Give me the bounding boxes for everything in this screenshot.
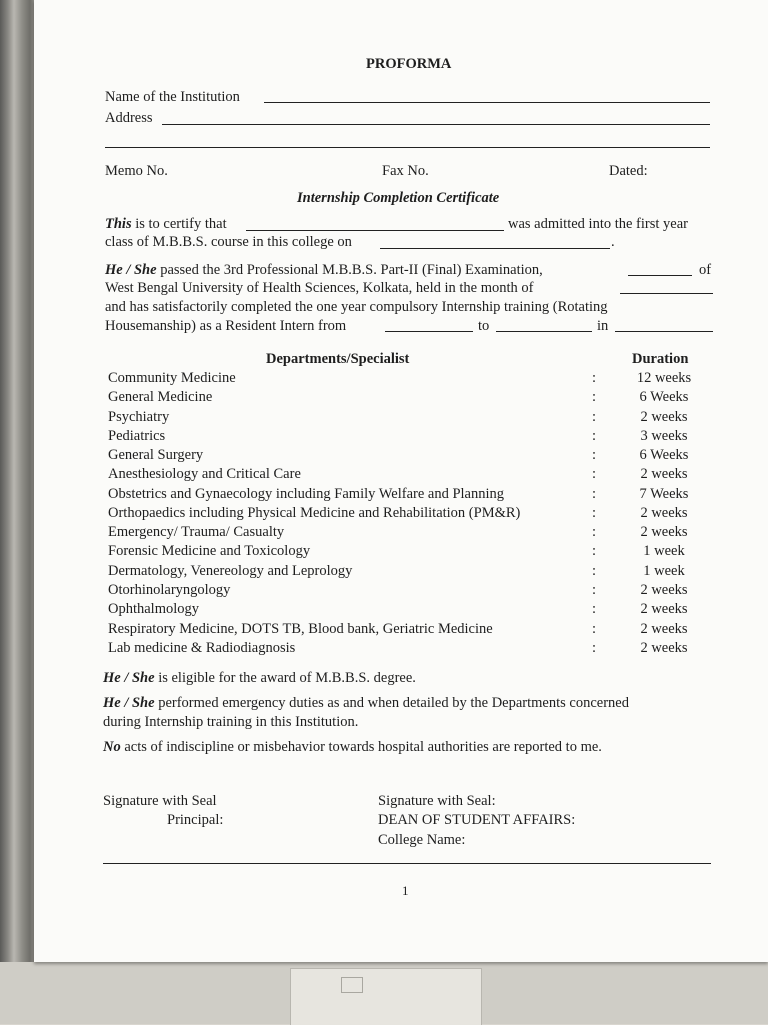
address-blank-2 xyxy=(105,147,710,148)
table-row-duration: 7 Weeks xyxy=(639,486,689,502)
signature-right-label: Signature with Seal: xyxy=(378,793,496,809)
page-title: PROFORMA xyxy=(366,56,452,72)
table-row-duration: 1 week xyxy=(643,563,685,579)
table-row-dept: Respiratory Medicine, DOTS TB, Blood bank, Geriatric Medicine xyxy=(108,621,493,637)
exam-year-blank xyxy=(628,275,692,276)
footer-rule xyxy=(103,863,711,864)
table-row-separator: : xyxy=(592,640,597,656)
table-row-separator: : xyxy=(592,389,597,405)
principal-label: Principal: xyxy=(167,812,224,828)
table-row-separator: : xyxy=(592,466,597,482)
institution-blank xyxy=(264,102,710,103)
table-row-duration: 2 weeks xyxy=(640,505,688,521)
table-row-dept: Orthopaedics including Physical Medicine and Rehabilitation (PM&R) xyxy=(108,505,521,521)
table-row-dept: Community Medicine xyxy=(108,370,236,386)
statement-eligibility xyxy=(103,669,416,687)
statement-emergency xyxy=(103,694,629,712)
page-number: 1 xyxy=(402,883,409,898)
statement-emergency-lead: He / She xyxy=(103,695,155,711)
para2-to: to xyxy=(478,318,490,334)
table-row-separator: : xyxy=(592,447,597,463)
intern-from-blank xyxy=(385,331,473,332)
table-row-duration: 2 weeks xyxy=(640,621,688,637)
table-row-dept: Ophthalmology xyxy=(108,601,200,617)
para2-text1: passed the 3rd Professional M.B.B.S. Part-II (Final) Examination, xyxy=(160,262,543,278)
table-row-separator: : xyxy=(592,621,597,637)
statement-emergency-text: performed emergency duties as and when detailed by the Departments concerned xyxy=(158,695,629,711)
table-row-separator: : xyxy=(592,543,597,559)
table-row-dept: Emergency/ Trauma/ Casualty xyxy=(108,524,285,540)
table-row-duration: 2 weeks xyxy=(640,466,688,482)
table-row-separator: : xyxy=(592,524,597,540)
table-row-dept: Otorhinolaryngology xyxy=(108,582,231,598)
statement-conduct xyxy=(103,738,602,756)
table-row-separator: : xyxy=(592,505,597,521)
para2-line1 xyxy=(105,261,543,279)
table-row-duration: 2 weeks xyxy=(640,582,688,598)
table-row-separator: : xyxy=(592,563,597,579)
para1-lead: This xyxy=(105,216,132,232)
para2-line4a: Housemanship) as a Resident Intern from xyxy=(105,318,347,334)
para2-of: of xyxy=(699,262,712,278)
memo-label: Memo No. xyxy=(105,163,168,179)
para2-lead: He / She xyxy=(105,262,157,278)
exam-month-blank xyxy=(620,293,713,294)
table-row-dept: Psychiatry xyxy=(108,409,170,425)
admission-date-blank xyxy=(380,248,610,249)
intern-to-blank xyxy=(496,331,592,332)
para2-in: in xyxy=(597,318,609,334)
table-row-duration: 6 Weeks xyxy=(639,389,689,405)
table-row-separator: : xyxy=(592,428,597,444)
para1-text1: is to certify that xyxy=(135,216,227,232)
table-row-dept: Lab medicine & Radiodiagnosis xyxy=(108,640,296,656)
table-header-duration: Duration xyxy=(632,351,689,367)
table-row-duration: 2 weeks xyxy=(640,640,688,656)
table-row-dept: Obstetrics and Gynaecology including Family Welfare and Planning xyxy=(108,486,505,502)
table-row-separator: : xyxy=(592,409,597,425)
dated-label: Dated: xyxy=(609,163,648,179)
table-row-separator: : xyxy=(592,582,597,598)
table-row-dept: General Medicine xyxy=(108,389,213,405)
table-row-duration: 12 weeks xyxy=(636,370,692,386)
table-row-separator: : xyxy=(592,601,597,617)
table-row-duration: 2 weeks xyxy=(640,409,688,425)
statement-eligibility-lead: He / She xyxy=(103,670,155,686)
college-name-label: College Name: xyxy=(378,832,466,848)
table-row-dept: Pediatrics xyxy=(108,428,166,444)
table-row-duration: 2 weeks xyxy=(640,524,688,540)
table-row-duration: 6 Weeks xyxy=(639,447,689,463)
statement-emergency-line2: during Internship training in this Institution. xyxy=(103,714,359,730)
table-row-duration: 3 weeks xyxy=(640,428,688,444)
table-row-duration: 2 weeks xyxy=(640,601,688,617)
para1-line1 xyxy=(105,215,227,233)
table-header-departments: Departments/Specialist xyxy=(266,351,410,367)
para1-period: . xyxy=(611,234,615,250)
statement-conduct-text: acts of indiscipline or misbehavior towards hospital authorities are reported to me. xyxy=(124,739,602,755)
dean-label: DEAN OF STUDENT AFFAIRS: xyxy=(378,812,576,828)
institution-label: Name of the Institution xyxy=(105,89,240,105)
table-row-dept: Forensic Medicine and Toxicology xyxy=(108,543,311,559)
para1-text2: was admitted into the first year xyxy=(508,216,688,232)
para1-text3: class of M.B.B.S. course in this college on xyxy=(105,234,352,250)
table-row-dept: General Surgery xyxy=(108,447,204,463)
statement-eligibility-text: is eligible for the award of M.B.B.S. degree. xyxy=(158,670,416,686)
address-blank xyxy=(162,124,710,125)
paper-clip-holder xyxy=(290,968,482,1025)
student-name-blank xyxy=(246,230,504,231)
address-label: Address xyxy=(105,110,153,126)
para2-line3: and has satisfactorily completed the one year compulsory Internship training (Rotating xyxy=(105,299,608,315)
certificate-title: Internship Completion Certificate xyxy=(297,190,500,206)
table-row-separator: : xyxy=(592,370,597,386)
statement-conduct-lead: No xyxy=(103,739,121,755)
para2-line2: West Bengal University of Health Sciences, Kolkata, held in the month of xyxy=(105,280,534,296)
scanner-binding-edge xyxy=(0,0,36,1024)
signature-left-label: Signature with Seal xyxy=(103,793,217,809)
table-row-dept: Dermatology, Venereology and Leprology xyxy=(108,563,353,579)
intern-place-blank xyxy=(615,331,713,332)
table-row-duration: 1 week xyxy=(643,543,685,559)
table-row-dept: Anesthesiology and Critical Care xyxy=(108,466,301,482)
fax-label: Fax No. xyxy=(382,163,429,179)
table-row-separator: : xyxy=(592,486,597,502)
